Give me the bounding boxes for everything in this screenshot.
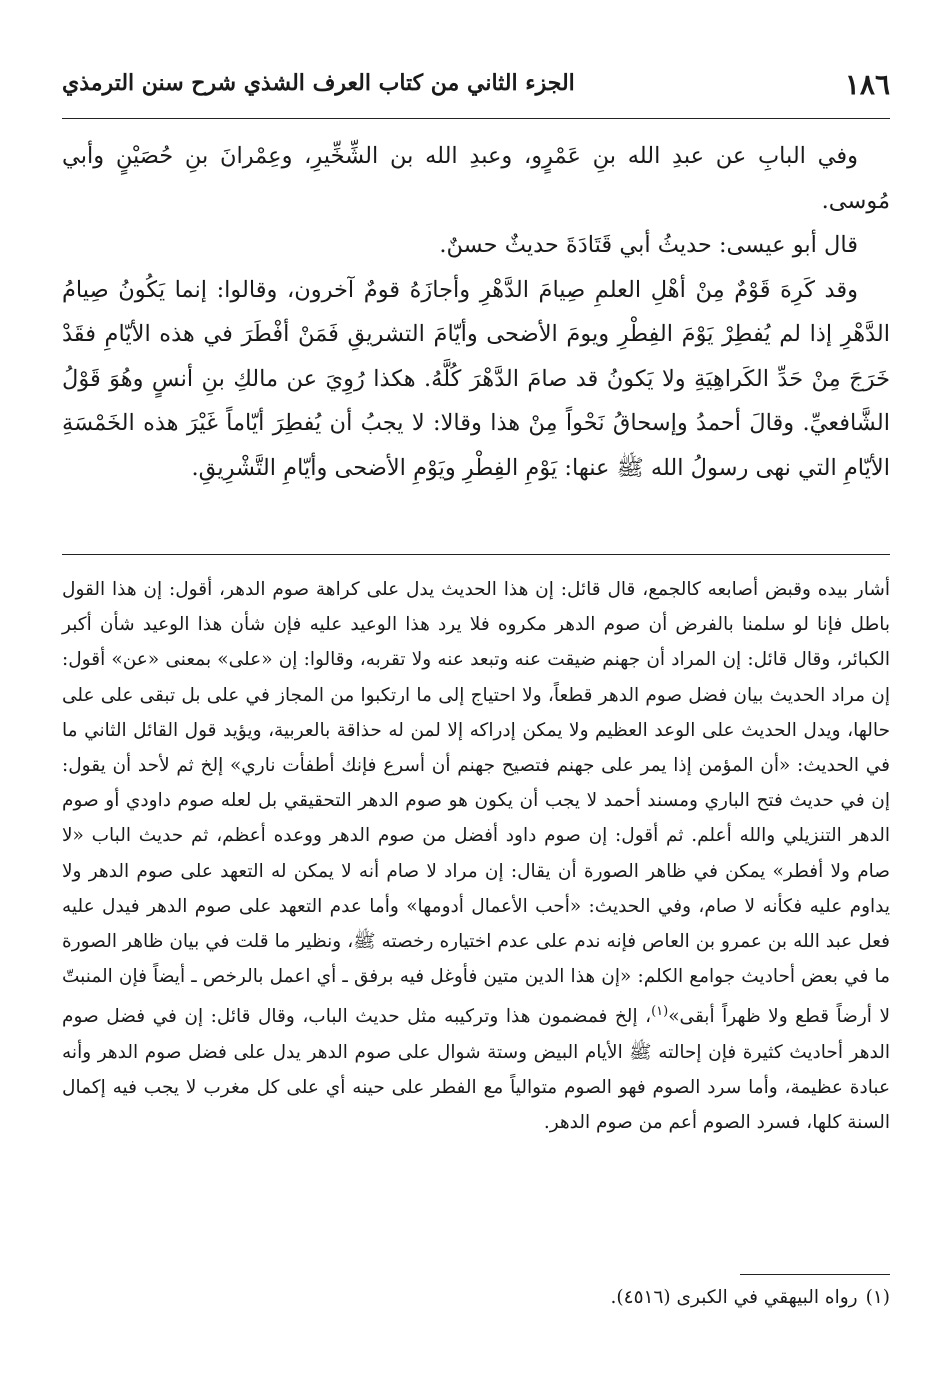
footnote-text: رواه البيهقي في الكبرى (٤٥١٦).: [610, 1287, 858, 1308]
main-paragraph-2: قال أبو عيسى: حديثُ أبي قَتَادَةَ حديثٌ حسنٌ.: [439, 232, 858, 258]
footnote-divider: [740, 1274, 890, 1275]
commentary-divider: [62, 554, 890, 555]
main-paragraph-3: وقد كَرِهَ قَوْمٌ مِنْ أهْلِ العلمِ صِيامَ الدَّهْرِ وأجازَهُ قومٌ آخرون، وقالوا: إنما يَكُونُ صِيامُ الدَّهْرِ إذا لم يُفطِرْ يَوْمَ الفِطْرِ ويومَ الأضحى وأيّامَ التشريقِ فَمَنْ أفْطَرَ في هذه الأيّامِ فقَدْ خَرَجَ مِنْ حَدِّ الكَراهِيَةِ ولا يَكونُ قد صامَ الدَّهْرَ كُلَّهُ. هكذا رُوِيَ عن مالكِ بنِ أنسٍ وهُوَ قَوْلُ الشَّافعيِّ. وقالَ أحمدُ وإسحاقُ نَحْواً مِنْ هذا وقالا: لا يجبُ أن يُفطِرَ أيّاماً غَيْرَ هذه الخَمْسَةِ الأيّامِ التي نهى رسولُ الله ﷺ عنها: يَوْمِ الفِطْرِ ويَوْمِ الأضحى وأيّامِ التَّشْرِيقِ.: [62, 276, 890, 481]
footnote: [62, 1282, 890, 1314]
footnote-marker: (١): [865, 1287, 890, 1308]
main-text: [62, 134, 890, 490]
running-title: الجزء الثاني من كتاب العرف الشذي شرح سنن الترمذي: [62, 70, 575, 96]
main-paragraph-1: وفي البابِ عن عبدِ الله بنِ عَمْرٍو، وعبدِ الله بن الشِّخِّيرِ، وعِمْرانَ بنِ حُصَيْنٍ وأبي مُوسى.: [62, 143, 890, 214]
page-header: [62, 64, 890, 108]
commentary-text: [62, 572, 890, 1140]
commentary-paragraph: [62, 572, 890, 1140]
header-divider: [62, 118, 890, 119]
commentary-part-2: ، إلخ فمضمون هذا وتركيبه مثل حديث الباب، وقال قائل: إن في فضل صوم الدهر أحاديث كثيرة فإن إحالته ﷺ الأيام البيض وستة شوال على صوم الدهر يدل على فضل صوم الدهر وأنه عبادة عظيمة، وأما سرد الصوم فهو الصوم متوالياً مع الفطر على حينه أي على كل مغرب لا يجب فيه إكمال السنة كلها، فسرد الصوم أعم من صوم الدهر.: [62, 1006, 890, 1134]
commentary-part-1: أشار بيده وقبض أصابعه كالجمع، قال قائل: إن هذا الحديث يدل على كراهة صوم الدهر، أقول: إن هذا القول باطل فإنا لو سلمنا بالفرض أن صوم الدهر مكروه فلا يرد هذا الوعيد عليه فإن شأن هذا الوعيد شأن أكبر الكبائر، وقال قائل: إن المراد أن جهنم ضيقت عنه وتبعد عنه ولا تقربه، وقالوا: إن «على» بمعنى «عن» أقول: إن مراد الحديث بيان فضل صوم الدهر قطعاً، ولا احتياج إلى ما ارتكبوا من المجاز في على بل تبقى على على حالها، ويدل الحديث على الوعد العظيم ولا يمكن إدراكه إلا لمن له حذاقة بالعربية، ويؤيد قول القائل الثاني ما في الحديث: «أن المؤمن إذا يمر على جهنم فتصيح جهنم أن أسرع فإنك أطفأت ناري» إلخ ثم لأحد أن يقول: إن في حديث فتح الباري ومسند أحمد لا يجب أن يكون هو صوم الدهر التحقيقي بل لعله صوم داودي أو صوم الدهر التنزيلي والله أعلم. ثم أقول: إن صوم داود أفضل من صوم الدهر ووعده أعظم، ثم حديث الباب «لا صام ولا أفطر» يمكن في ظاهر الصورة أن يقال: إن مراد لا صام أنه لا يمكن له التعهد على صوم الدهر ولا يداوم عليه فكأنه لا صام، وفي الحديث: «أحب الأعمال أدومها» وأما عدم التعهد على صوم الدهر فيدل عليه فعل عبد الله بن عمرو بن العاص فإنه ندم على عدم اختياره رخصته ﷺ، ونظير ما قلت في بيان ظاهر الصورة ما في بعض أحاديث جوامع الكلم: «إن هذا الدين متين فأوغل فيه برفق ـ أي اعمل بالرخص ـ أيضاً فإن المنبتّ لا أرضاً قطع ولا ظهراً أبقى»: [62, 579, 890, 1028]
page-number: ١٨٦: [844, 68, 890, 101]
footnote-reference: (١): [651, 1004, 669, 1020]
